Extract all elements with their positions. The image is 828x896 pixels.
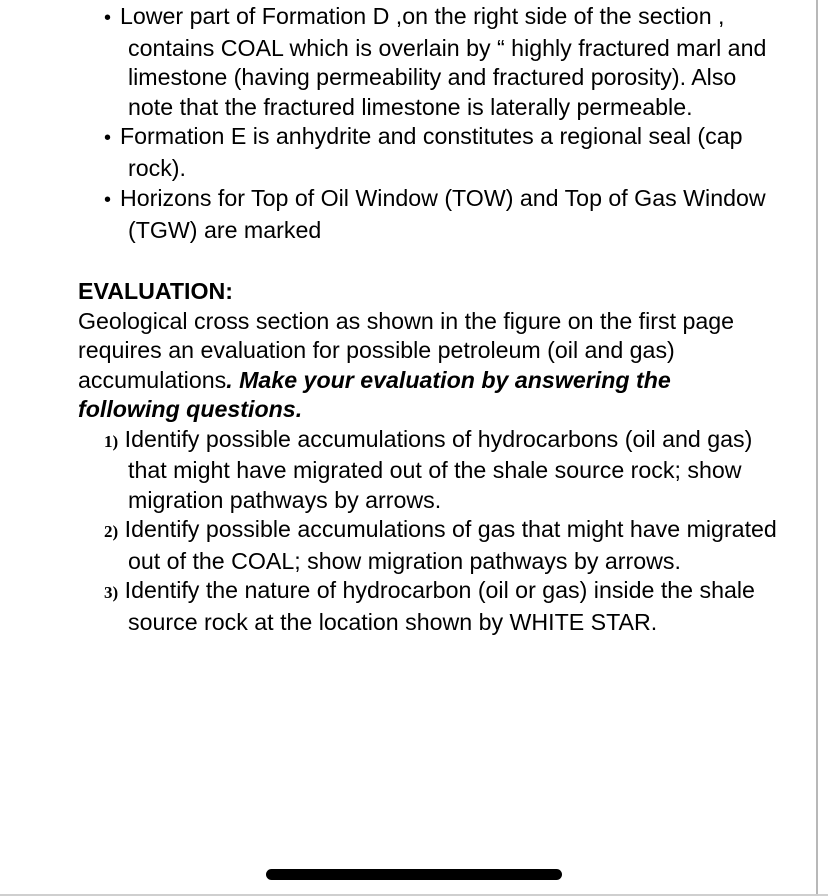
evaluation-heading: EVALUATION: <box>78 278 233 304</box>
document-content <box>78 0 778 637</box>
bullet-item <box>78 184 778 245</box>
question-number: 2) <box>104 522 119 541</box>
question-item <box>78 515 778 576</box>
question-number: 3) <box>104 583 119 602</box>
question-number: 1) <box>104 431 119 451</box>
question-text: Identify possible accumulations of gas that might have migrated out of the COAL; show migration pathways by arrows. <box>124 516 777 574</box>
question-text: Identify possible accumulations of hydrocarbons (oil and gas) that might have migrated out of the shale source rock; show migration pathways by arrows. <box>124 425 753 513</box>
evaluation-body-text: Geological cross section as shown in the figure on the first page requires an evaluation for possible petroleum (oil and gas) accumulations <box>78 307 735 393</box>
bullet-list <box>78 2 778 245</box>
bullet-text: Lower part of Formation D ,on the right side of the section , contains COAL which is overlain by “ highly fractured marl and limestone (having permeability and fractured porosity). Also note that the fractured limestone is laterally permeable. <box>120 3 767 120</box>
bullet-text: Formation E is anhydrite and constitutes a regional seal (cap rock). <box>120 123 743 181</box>
evaluation-paragraph <box>78 307 778 425</box>
bullet-dot-icon: • <box>104 189 112 211</box>
evaluation-instruction: . Make your evaluation by answering the following questions. <box>78 366 671 422</box>
bullet-dot-icon: • <box>104 7 112 29</box>
question-item <box>78 576 778 637</box>
page-edge <box>816 0 828 896</box>
bullet-text: Horizons for Top of Oil Window (TOW) and Top of Gas Window (TGW) are marked <box>120 185 766 243</box>
bullet-item <box>78 122 778 183</box>
bullet-dot-icon: • <box>104 127 112 149</box>
question-list <box>78 425 778 638</box>
home-indicator[interactable] <box>266 869 562 880</box>
bullet-item <box>78 2 778 122</box>
question-item <box>78 425 778 516</box>
question-text: Identify the nature of hydrocarbon (oil or gas) inside the shale source rock at the location shown by WHITE STAR. <box>124 577 755 635</box>
